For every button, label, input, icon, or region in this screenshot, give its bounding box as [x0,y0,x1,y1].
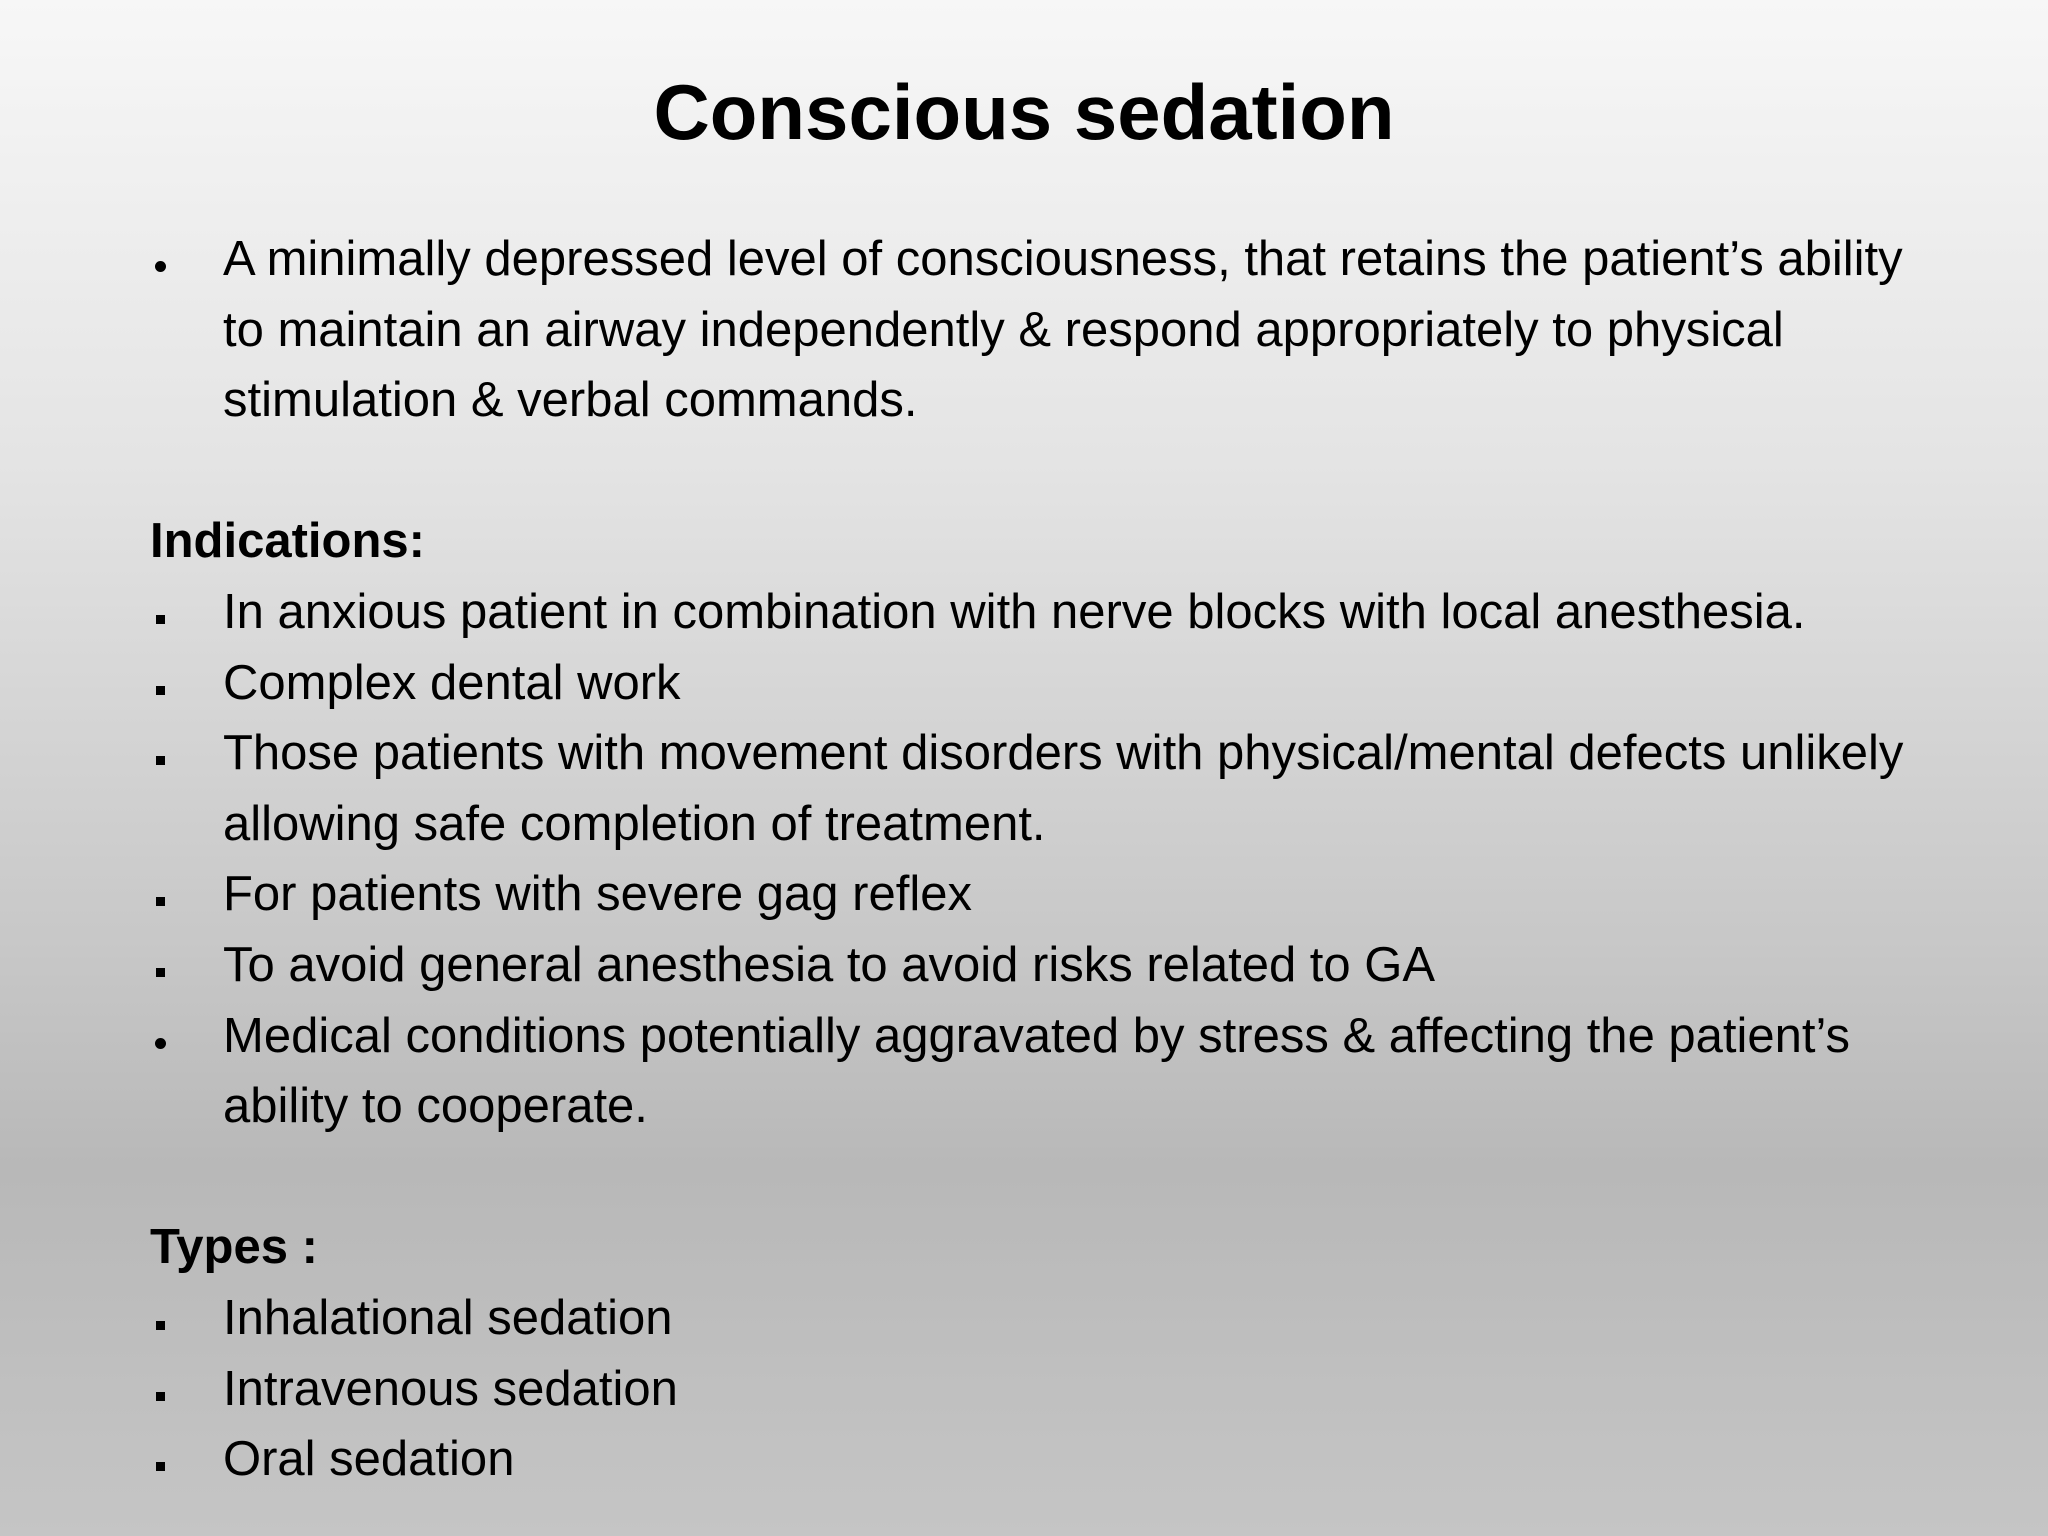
indication-text: To avoid general anesthesia to avoid risks related to GA [223,937,1436,992]
square-bullet-icon [150,718,174,789]
round-bullet-icon [150,224,174,295]
slide-content [150,224,1950,1495]
type-text: Intravenous sedation [223,1361,678,1416]
square-bullet-icon [150,1354,174,1425]
square-bullet-icon [150,1424,174,1495]
square-bullet-icon [150,1283,174,1354]
square-bullet-icon [150,859,174,930]
square-bullet-icon [150,648,174,719]
type-item [150,1354,1950,1425]
indication-text: Those patients with movement disorders with physical/mental defects unlikely allowing safe completion of treatment. [223,726,1904,851]
section-spacer [150,1142,1950,1213]
square-bullet-icon [150,930,174,1001]
definition-text: A minimally depressed level of consciousness, that retains the patient’s ability to maintain an airway independently & respond appropriately to physical stimulation & verbal commands. [223,232,1903,428]
type-item [150,1424,1950,1495]
indication-item [150,930,1950,1001]
indication-item [150,859,1950,930]
indication-item [150,1001,1950,1142]
indications-heading: Indications: [150,514,425,569]
slide-title: Conscious sedation [653,68,1395,156]
indication-text: Complex dental work [223,655,681,710]
types-heading: Types : [150,1220,318,1275]
indication-item [150,648,1950,719]
indication-item [150,577,1950,648]
type-item [150,1283,1950,1354]
indication-text: For patients with severe gag reflex [223,867,972,922]
indication-text: Medical conditions potentially aggravated by stress & affecting the patient’s ability to cooperate. [223,1008,1851,1134]
indication-item [150,718,1950,859]
square-bullet-icon [150,577,174,648]
type-text: Oral sedation [223,1432,515,1487]
definition-bullet [150,224,1950,436]
indication-text: In anxious patient in combination with nerve blocks with local anesthesia. [223,584,1806,639]
type-text: Inhalational sedation [223,1290,673,1345]
round-bullet-icon [150,1001,174,1072]
section-spacer [150,436,1950,507]
